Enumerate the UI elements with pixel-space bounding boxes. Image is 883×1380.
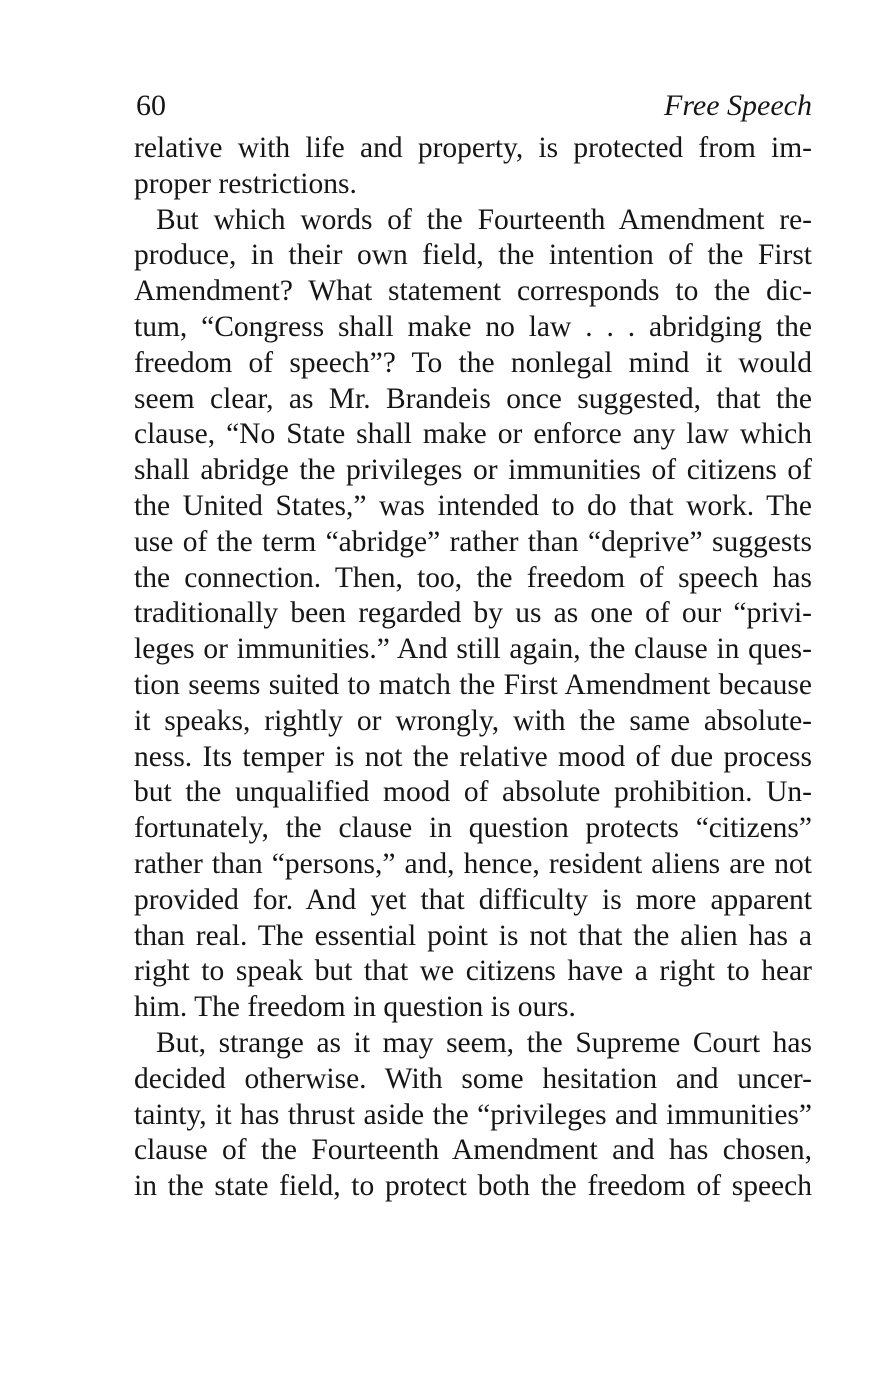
text-line: tion seems suited to match the First Amendment because (134, 668, 812, 701)
text-line: Amendment? What statement corresponds to the dic- (134, 275, 812, 308)
page-number: 60 (136, 89, 166, 122)
text-line: clause, “No State shall make or enforce any law which (134, 418, 812, 451)
text-line: shall abridge the privileges or immunities of citizens of (134, 454, 812, 487)
text-line: But, strange as it may seem, the Supreme Court has (156, 1026, 812, 1059)
text-line: it speaks, rightly or wrongly, with the same absolute- (134, 704, 812, 737)
text-line: in the state field, to protect both the freedom of speech (134, 1170, 812, 1203)
text-line: proper restrictions. (134, 167, 357, 200)
text-line: right to speak but that we citizens have a right to hear (134, 955, 812, 988)
text-line: the United States,” was intended to do that work. The (134, 489, 812, 522)
paragraph (134, 203, 812, 1026)
text-line: rather than “persons,” and, hence, resident aliens are not (134, 847, 812, 880)
running-title: Free Speech (664, 89, 812, 122)
text-line: traditionally been regarded by us as one of our “privi- (134, 597, 812, 630)
text-line: But which words of the Fourteenth Amendment re- (156, 203, 812, 236)
text-line: than real. The essential point is not that the alien has a (134, 919, 812, 952)
text-line: produce, in their own field, the intention of the First (134, 239, 812, 272)
text-line: provided for. And yet that difficulty is more apparent (134, 883, 812, 916)
text-line: tainty, it has thrust aside the “privileges and immunities” (134, 1098, 812, 1131)
running-head (136, 86, 812, 126)
text-line: ness. Its temper is not the relative mood of due process (134, 740, 812, 773)
text-line: relative with life and property, is protected from im- (134, 132, 812, 164)
paragraph (134, 1026, 812, 1205)
text-line: tum, “Congress shall make no law . . . abridging the (134, 310, 812, 343)
text-line: seem clear, as Mr. Brandeis once suggested, that the (134, 382, 812, 415)
text-line: use of the term “abridge” rather than “deprive” suggests (134, 525, 812, 558)
text-line: but the unqualified mood of absolute prohibition. Un- (134, 776, 812, 809)
text-line: decided otherwise. With some hesitation and uncer- (134, 1062, 812, 1095)
text-line: the connection. Then, too, the freedom of speech has (134, 561, 812, 594)
text-line: freedom of speech”? To the nonlegal mind it would (134, 346, 812, 379)
text-line: him. The freedom in question is ours. (134, 991, 576, 1024)
paragraph (134, 131, 812, 203)
text-line: clause of the Fourteenth Amendment and has chosen, (134, 1134, 812, 1167)
text-line: leges or immunities.” And still again, the clause in ques- (134, 633, 812, 666)
body-text (134, 131, 812, 1205)
text-line: fortunately, the clause in question protects “citizens” (134, 812, 812, 845)
